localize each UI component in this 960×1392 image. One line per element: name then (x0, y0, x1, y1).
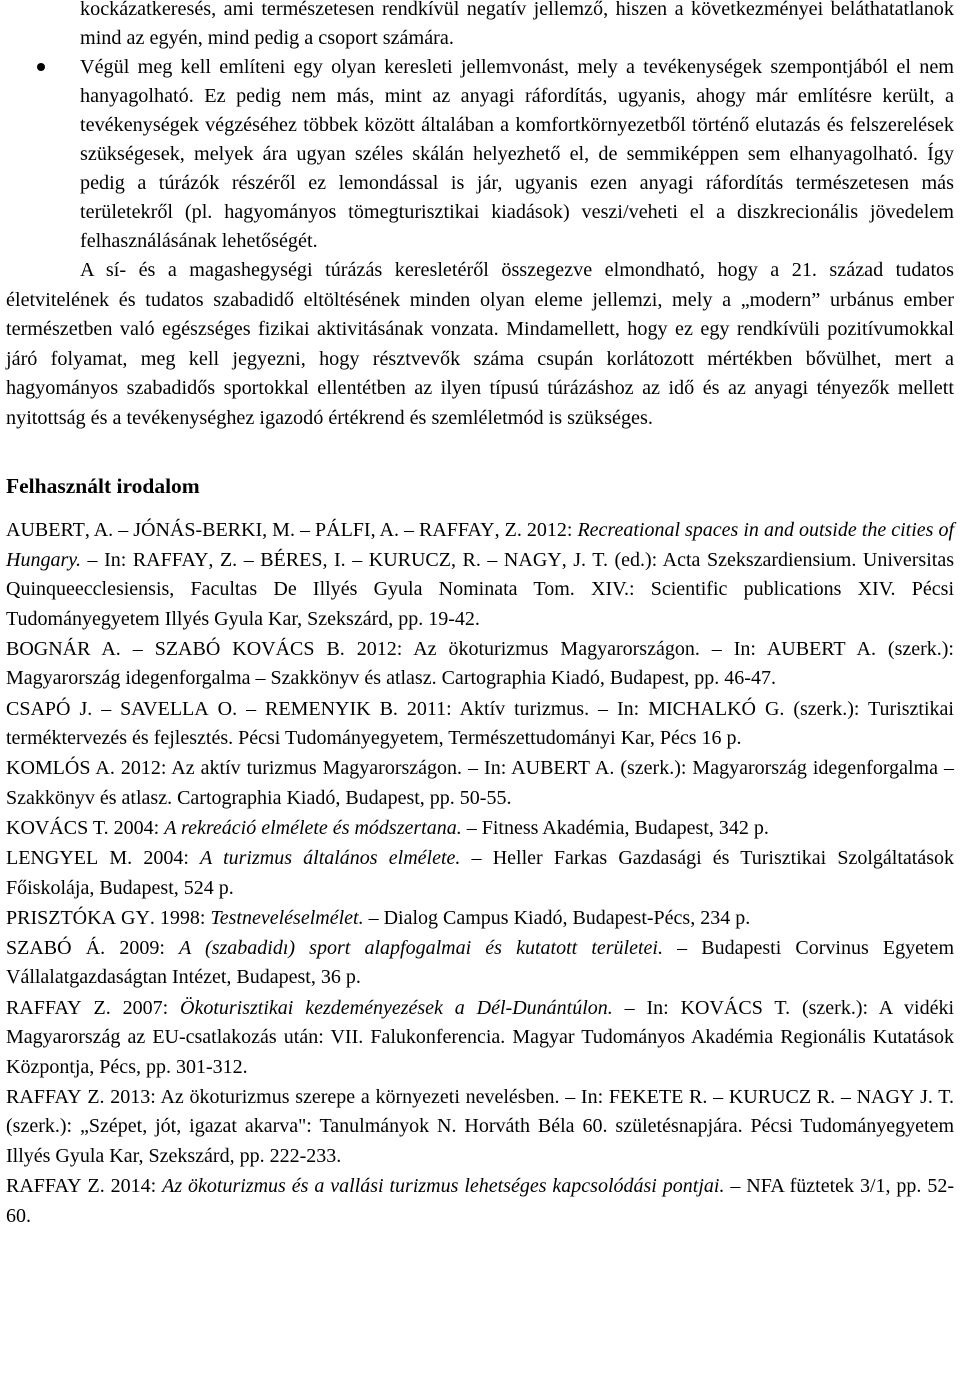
reference-text: UBERT (525, 757, 590, 780)
reference-text: ÉRES (273, 548, 323, 571)
reference-text: K (220, 637, 247, 660)
reference-text: ZABÓ (165, 637, 221, 660)
reference-text: A (6, 519, 21, 541)
reference-text: L (6, 847, 19, 870)
reference-entry (6, 754, 954, 813)
reference-text: – In: K (612, 996, 696, 1019)
reference-text: EKETE (620, 1085, 684, 1108)
reference-title: Recreational spaces in and outside the cities of Hungary. (6, 519, 955, 571)
reference-text: AFFAY (19, 1175, 82, 1198)
reference-text: , M. – P (262, 519, 327, 541)
reference-text: – Fitness Akadémia, Budapest, 342 p. (461, 816, 769, 839)
reference-text: B. 2011: Aktív turizmus. – In: M (370, 697, 666, 720)
reference-text: OVÁCS (20, 816, 89, 839)
reference-text: Z. 2013: Az ökoturizmus szerepe a környezeti nevelésben. – In: F (81, 1085, 620, 1108)
reference-text: OVÁCS (246, 637, 315, 660)
reference-text: AGY (518, 548, 562, 571)
reference-text: ICHALKÓ (665, 697, 756, 720)
reference-title: Testneveléselmélet. (210, 906, 364, 929)
reference-text: . 1998: (149, 906, 211, 929)
reference-text: , Z. – B (208, 548, 274, 571)
reference-text: AFFAY (146, 548, 209, 571)
reference-text: A. – S (90, 637, 166, 660)
reference-text: , R. – N (450, 548, 519, 571)
reference-entry (6, 994, 954, 1083)
reference-text: , A. – R (370, 519, 433, 541)
reference-text: R (6, 1085, 20, 1108)
summary-paragraph: A sí- és a magashegységi túrázás keresletéről összegezve elmondható, hogy a 21. század tudatos életvitelének és tudatos szabadidő eltöltésének minden olyan eleme jellemzi, mely a „modern” urbánus ember természetben való egészséges fizikai aktivitásának vonzata. Mindamellett, hogy ez egy rendkívüli pozitívumokkal járó folyamat, meg kell jegyezni, hogy résztvevők száma csupán korlátozott mértékben bővülhet, mert a hagyományos szabadidős sportokkal ellentétben az ilyen típusú túrázáshoz az idő és az anyagi tényezők mellett nyitottság és a tevékenységhez igazodó értékrend és szemléletmód is szükséges. (6, 259, 954, 429)
reference-text: B. 2012: Az ökoturizmus Magyarországon. – In: A (314, 637, 782, 660)
reference-text: , Z. 2012: (494, 519, 578, 541)
reference-text: , I. – K (322, 548, 384, 571)
reference-text: J. T. (szerk.): „Szépet, jót, igazat akarva": Tanulmányok N. Horváth Béla 60. születésnapjára. Pécsi Tudományegyetem Illyés Gyula Kar, Szekszárd, pp. 222-233. (6, 1085, 954, 1167)
reference-entry (6, 695, 954, 754)
reference-entry (6, 1083, 954, 1172)
reference-text: R (6, 1175, 20, 1198)
reference-text: OVÁCS (695, 996, 763, 1019)
reference-text: URUCZ (383, 548, 451, 571)
reference-text: T. (szerk.): A vidéki Magyarország az EU-csatlakozás után: VII. Falukonferencia. Magyar Tudományos Akadémia Regionális Kutatások Központja, Pécs, pp. 301-312. (6, 996, 955, 1078)
reference-text: -B (195, 519, 216, 541)
bullet-item-continued: kockázatkeresés, ami természetesen rendkívül negatív jellemző, hiszen a következményei beláthatatlanok mind az egyén, mind pedig a csoport számára. (80, 0, 954, 49)
reference-text: – Heller Farkas Gazdasági és Turisztikai Szolgáltatások Főiskolája, Budapest, 524 p. (6, 847, 955, 899)
reference-text: R (6, 996, 20, 1019)
reference-text: K (6, 816, 21, 839)
reference-text: – In: R (81, 548, 147, 571)
reference-text: C (6, 697, 20, 720)
reference-title: A rekreáció elmélete és módszertana. (164, 816, 462, 839)
bullet-list (6, 0, 954, 256)
reference-text: Á. 2009: (71, 936, 180, 959)
reference-text: AFFAY (19, 1085, 82, 1108)
reference-text: T. 2004: (88, 816, 165, 839)
reference-text: OMLÓS (20, 757, 91, 780)
reference-text: O. – R (208, 697, 279, 720)
reference-text: Z. 2007: (81, 996, 181, 1019)
reference-text: AFFAY (19, 996, 82, 1019)
reference-text: OGNÁR (19, 637, 91, 660)
reference-title: A turizmus általános elmélete. (200, 847, 461, 870)
reference-entry (6, 934, 954, 993)
reference-text: Z. 2014: (81, 1175, 163, 1198)
reference-text: SAPÓ (19, 697, 71, 720)
reference-text: R. – N (811, 1085, 872, 1108)
reference-entry (6, 516, 954, 634)
reference-text: – Budapesti Corvinus Egyetem Vállalatgazdaságtan Intézet, Budapest, 36 p. (6, 936, 954, 989)
reference-text: J. – S (70, 697, 132, 720)
reference-text: RISZTÓKA (17, 906, 117, 929)
reference-text: UBERT (20, 519, 85, 541)
references-heading: Felhasznált irodalom (6, 474, 200, 498)
reference-text: G (116, 906, 136, 929)
reference-text: UBERT (781, 637, 846, 660)
reference-text: URUCZ (743, 1085, 812, 1108)
reference-text: ÓNÁS (141, 519, 196, 541)
reference-text: – NFA füztetek 3/1, pp. 52-60. (6, 1175, 954, 1227)
reference-entry (6, 844, 954, 903)
reference-text: A. (szerk.): Magyarország idegenforgalma – Szakkönyv és atlasz. Cartographia Kiadó, Budapest, pp. 50-55. (6, 757, 954, 809)
reference-text: B (6, 637, 20, 660)
reference-text: K (6, 757, 21, 780)
reference-text: S (6, 936, 18, 959)
reference-text: A. 2012: Az aktív turizmus Magyarországon. – In: A (90, 757, 526, 780)
reference-text: , J. T. (ed.): Acta Szekszardiensium. Universitas Quinqueecclesiensis, Facultas De Illyés Gyula Nominata Tom. XIV.: Scientific publications XIV. Pécsi Tudományegyetem Illyés Gyula Kar, Szekszárd, pp. 19-42. (6, 548, 954, 630)
reference-text: AFFAY (432, 519, 495, 541)
reference-entry (6, 635, 954, 694)
reference-text: G. (szerk.): Turisztikai terméktervezés és fejlesztés. Pécsi Tudományegyetem, Természettudományi Kar, Pécs 16 p. (6, 697, 954, 750)
reference-text: , A. – J (84, 519, 142, 541)
reference-text: A. (szerk.): Magyarország idegenforgalma – Szakkönyv és atlasz. Cartographia Kiadó, Budapest, pp. 46-47. (6, 637, 954, 690)
reference-text: Y (135, 906, 150, 929)
reference-entry (6, 1172, 954, 1231)
reference-title: A (szabadidı) sport alapfogalmai és kutatott területei. (179, 936, 663, 959)
reference-title: Ökoturisztikai kezdeményezések a Dél-Dunántúlon. (180, 996, 613, 1019)
references-list (6, 516, 954, 1231)
reference-text: ENGYEL (18, 847, 99, 870)
reference-text: ÁLFI (326, 519, 371, 541)
reference-text: ZABÓ (17, 936, 72, 959)
reference-entry (6, 814, 954, 844)
reference-text: ERKI (215, 519, 263, 541)
reference-text: P (6, 906, 18, 929)
reference-text: R. – K (683, 1085, 744, 1108)
reference-text: AVELLA (131, 697, 209, 720)
reference-text: AGY (871, 1085, 915, 1108)
reference-text: – Dialog Campus Kiadó, Budapest-Pécs, 234 p. (363, 906, 751, 929)
reference-text: M. 2004: (98, 847, 201, 870)
reference-entry (6, 904, 954, 934)
reference-text: EMENYIK (278, 697, 371, 720)
bullet-item: Végül meg kell említeni egy olyan keresleti jellemvonást, mely a tevékenységek szempontjából el nem hanyagolható. Ez pedig nem más, mint az anyagi ráfordítás, ugyanis, ahogy már említésre került, a tevékenységek végzéséhez többek között általában a komfortkörnyezetből történő elutazás és felszerelések szükségesek, melyek ára ugyan széles skálán helyezhető el, de semmiképpen sem elhanyagolható. Így pedig a túrázók részéről ez lemondással is jár, ugyanis ezen anyagi ráfordítás természetesen más területekről (pl. hagyományos tömegturisztikai kiadások) veszi/veheti el a diszkrecionális jövedelem felhasználásának lehetőségét. (80, 53, 954, 256)
reference-title: Az ökoturizmus és a vallási turizmus lehetséges kapcsolódási pontjai. (162, 1175, 725, 1198)
